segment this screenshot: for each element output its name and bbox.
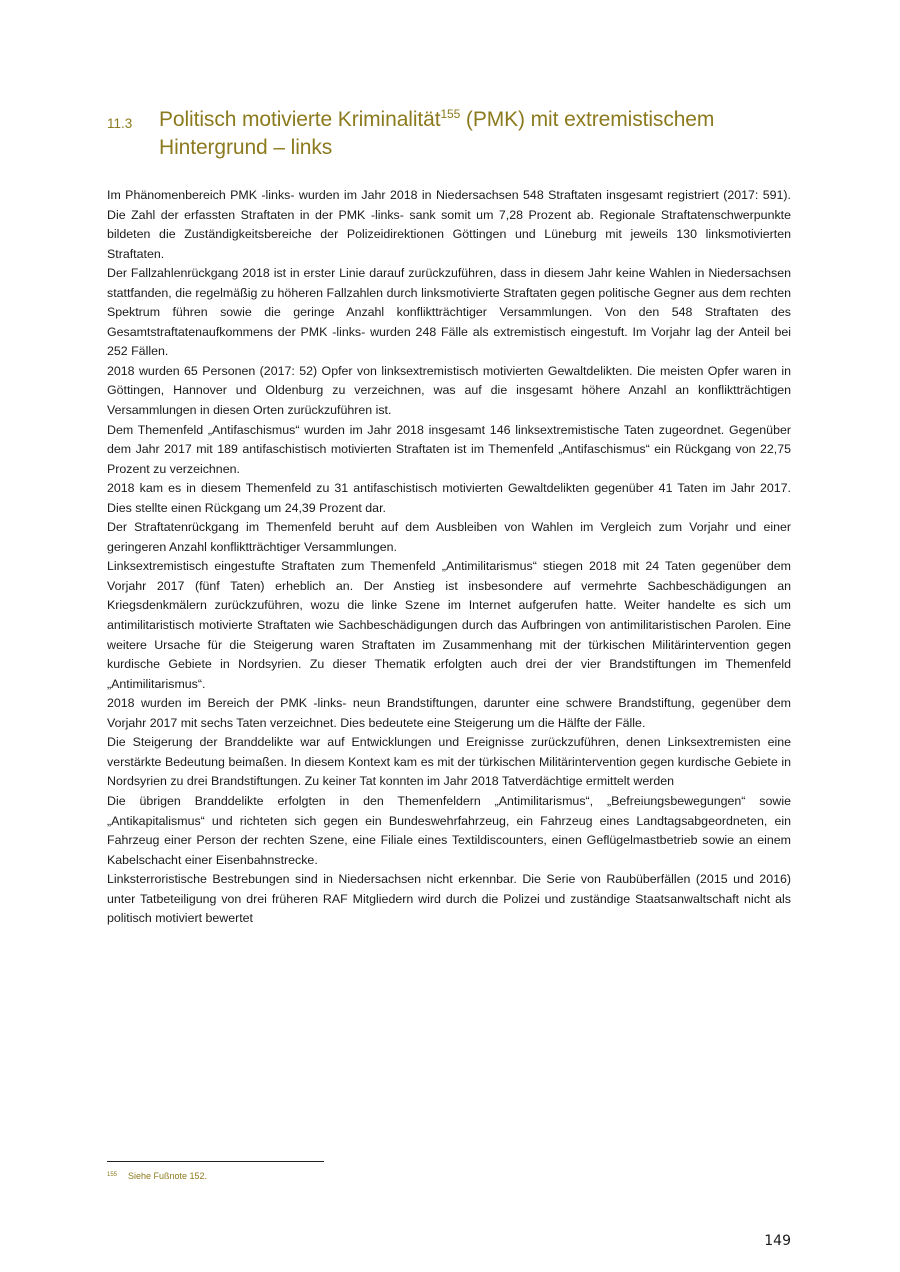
paragraph: Linksextremistisch eingestufte Straftaten zum Themenfeld „Antimilitarismus“ stiegen 2018 mit 24 Taten gegenüber dem Vorjahr 2017 (fünf Taten) erheblich an. Der Anstieg ist insbesondere auf vermehrte Sachbeschädigungen an Kriegsdenkmälern zurückzuführen, wozu die linke Szene im Internet aufgerufen hatte. Weiter handelte es sich um antimilitaristisch motivierte Straftaten wie Sachbeschädigungen durch das Aufbringen von antimilitaristischen Parolen. Eine weitere Ursache für die Steigerung waren Straftaten im Zusammenhang mit der türkischen Militärintervention gegen kurdische Gebiete in Nordsyrien. Zu dieser Thematik erfolgten auch drei der vier Brandstiftungen im Themenfeld „Antimilitarismus“. <box>107 559 791 691</box>
paragraph: Der Fallzahlenrückgang 2018 ist in erster Linie darauf zurückzuführen, dass in diesem Jahr keine Wahlen in Niedersachsen stattfanden, die regelmäßig zu höheren Fallzahlen durch linksmotivierte Straftaten gegen politische Gegner aus dem rechten Spektrum führen sowie die geringe Anzahl konfliktträchtiger Versammlungen. Von den 548 Straftaten des Gesamtstraftatenaufkommens der PMK -links- wurden 248 Fälle als extremistisch eingestuft. Im Vorjahr lag der Anteil bei 252 Fällen. <box>107 266 791 359</box>
paragraph: Dem Themenfeld „Antifaschismus“ wurden im Jahr 2018 insgesamt 146 linksextremistische Taten zugeordnet. Gegenüber dem Jahr 2017 mit 189 antifaschistisch motivierten Straftaten ist im Themenfeld „Antifaschismus“ ein Rückgang von 22,75 Prozent zu verzeichnen. <box>107 422 791 476</box>
footnote-number: 155 <box>107 1172 118 1178</box>
section-title-text-continued: (PMK) mit extremistischem Hintergrund – links <box>159 108 715 159</box>
footnote <box>107 1171 207 1181</box>
section-title <box>159 106 797 162</box>
footnote-reference[interactable]: 155 <box>440 107 461 121</box>
paragraph: Linksterroristische Bestrebungen sind in Niedersachsen nicht erkennbar. Die Serie von Raubüberfällen (2015 und 2016) unter Tatbeteiligung von drei früheren RAF Mitgliedern wird durch die Polizei und zuständige Staatsanwaltschaft nicht als politisch motiviert bewertet <box>107 872 791 926</box>
footnote-divider <box>107 1161 324 1162</box>
paragraph: Im Phänomenbereich PMK -links- wurden im Jahr 2018 in Niedersachsen 548 Straftaten insgesamt registriert (2017: 591). Die Zahl der erfassten Straftaten in der PMK -links- sank somit um 7,28 Prozent ab. Regionale Straftatenschwerpunkte bildeten die Zuständigkeitsbereiche der Polizeidirektionen Göttingen und Lüneburg mit jeweils 130 linksmotivierten Straftaten. <box>107 188 791 261</box>
section-title-text: Politisch motivierte Kriminalität <box>159 108 441 131</box>
paragraph: 2018 kam es in diesem Themenfeld zu 31 antifaschistisch motivierten Gewaltdelikten gegenüber 41 Taten im Jahr 2017. Dies stellte einen Rückgang um 24,39 Prozent dar. <box>107 481 791 515</box>
page-number: 149 <box>764 1233 791 1249</box>
paragraph: Der Straftatenrückgang im Themenfeld beruht auf dem Ausbleiben von Wahlen im Vergleich zum Vorjahr und einer geringeren Anzahl konfliktträchtiger Versammlungen. <box>107 520 791 554</box>
section-number: 11.3 <box>107 116 133 131</box>
body-text <box>107 186 791 929</box>
footnote-text: Siehe Fußnote 152. <box>128 1171 208 1181</box>
paragraph: Die Steigerung der Branddelikte war auf Entwicklungen und Ereignisse zurückzuführen, denen Linksextremisten eine verstärkte Bedeutung beimaßen. In diesem Kontext kam es mit der türkischen Militärintervention gegen kurdische Gebiete in Nordsyrien zu drei Brandstiftungen. Zu keiner Tat konnten im Jahr 2018 Tatverdächtige ermittelt werden <box>107 735 791 789</box>
section-heading <box>107 106 797 162</box>
paragraph: 2018 wurden im Bereich der PMK -links- neun Brandstiftungen, darunter eine schwere Brandstiftung, gegenüber dem Vorjahr 2017 mit sechs Taten verzeichnet. Dies bedeutete eine Steigerung um die Hälfte der Fälle. <box>107 696 791 730</box>
paragraph: 2018 wurden 65 Personen (2017: 52) Opfer von linksextremistisch motivierten Gewaltdelikten. Die meisten Opfer waren in Göttingen, Hannover und Oldenburg zu verzeichnen, was auf die insgesamt höhere Anzahl an konfliktträchtigen Versammlungen in diesen Orten zurückzuführen ist. <box>107 363 791 418</box>
paragraph: Die übrigen Branddelikte erfolgten in den Themenfeldern „Antimilitarismus“, „Befreiungsbewegungen“ sowie „Antikapitalismus“ und richteten sich gegen ein Bundeswehrfahrzeug, ein Fahrzeug eines Landtagsabgeordneten, ein Fahrzeug einer Person der rechten Szene, eine Filiale eines Textildiscounters, einen Geflügelmastbetrieb sowie an einem Kabelschacht einer Eisenbahnstrecke. <box>107 793 791 867</box>
